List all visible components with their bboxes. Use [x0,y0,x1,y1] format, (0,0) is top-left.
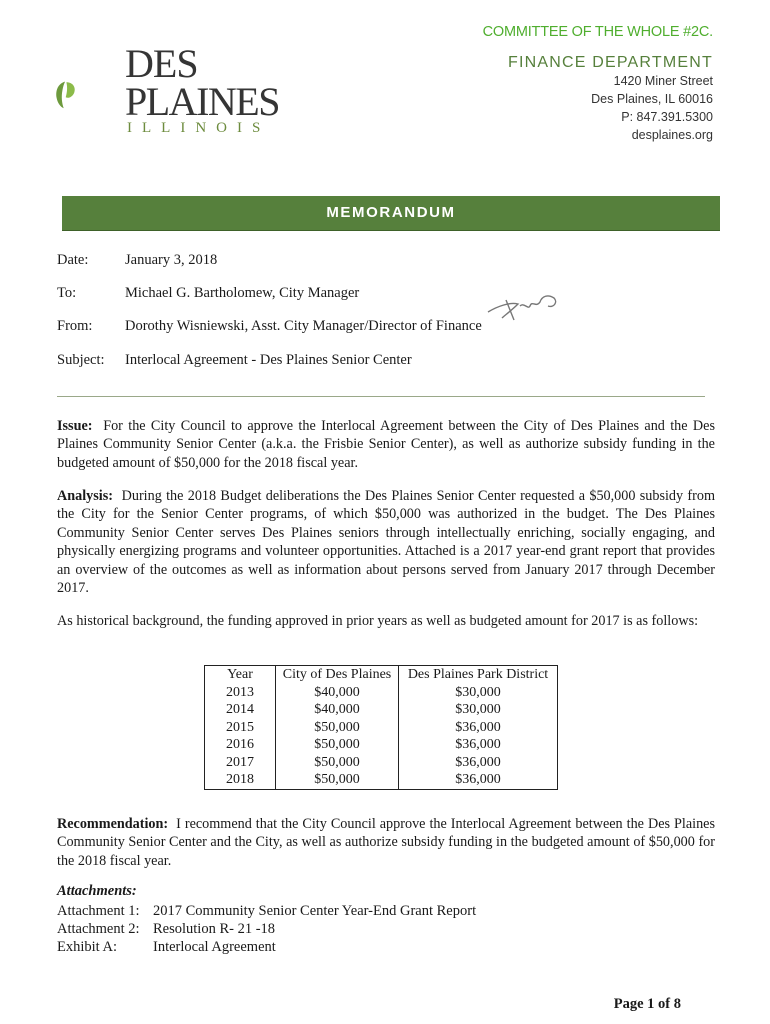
from-value: Dorothy Wisniewski, Asst. City Manager/Director of Finance [125,318,482,334]
table-row [205,736,558,754]
table-cell: $50,000 [276,771,399,789]
table-cell: 2018 [205,771,276,789]
memorandum-title: MEMORANDUM [326,204,456,221]
historical-paragraph: As historical background, the funding approved in prior years as well as budgeted amount for 2017 is as follows: [57,613,699,629]
issue-paragraph [57,417,715,472]
table-cell: $50,000 [276,736,399,754]
address-city: Des Plaines, IL 60016 [591,92,713,106]
table-row [205,771,558,789]
table-cell: $30,000 [399,684,558,702]
page-number: Page 1 of 8 [613,996,681,1012]
from-label: From: [57,318,93,334]
attachment-value: 2017 Community Senior Center Year-End Grant Report [153,903,477,919]
subject-label: Subject: [57,352,105,368]
table-row [205,754,558,772]
address-website: desplaines.org [631,128,713,142]
table-cell: $30,000 [399,701,558,719]
address-phone: P: 847.391.5300 [621,110,713,124]
logo-text-des: DES [125,41,198,86]
department-name: FINANCE DEPARTMENT [507,54,713,71]
table-cell: $40,000 [276,701,399,719]
table-cell: $36,000 [399,736,558,754]
header-divider [57,396,705,397]
date-value: January 3, 2018 [125,252,218,268]
table-header-cell: Year [205,666,276,684]
recommendation-paragraph [57,815,715,870]
attachment-value: Resolution R- 21 -18 [153,921,276,937]
attachments-title: Attachments: [57,883,137,899]
logo-text-illinois: ILLINOIS [127,120,271,136]
analysis-label: Analysis: [57,488,113,504]
table-cell: $40,000 [276,684,399,702]
subject-value: Interlocal Agreement - Des Plaines Senior Center [125,352,412,368]
handwritten-initials-icon [484,288,568,326]
issue-text: For the City Council to approve the Interlocal Agreement between the City of Des Plaines and the Des Plaines Community Senior Center (a.k.a. the Frisbie Senior Center), as well as authorize subsidy funding in the budgeted amount of $50,000 for the 2018 fiscal year. [57,418,715,471]
logo-text-plaines: PLAINES [125,79,279,124]
table-cell: 2013 [205,684,276,702]
recommendation-label: Recommendation: [57,816,169,832]
analysis-paragraph [57,487,715,597]
address-street: 1420 Miner Street [613,74,713,88]
table-cell: $50,000 [276,754,399,772]
issue-label: Issue: [57,418,93,434]
to-label: To: [57,285,77,301]
date-label: Date: [57,252,89,268]
funding-table [204,665,558,790]
table-header-cell: City of Des Plaines [276,666,399,684]
table-cell: 2014 [205,701,276,719]
attachment-label: Attachment 1: [57,903,140,919]
recommendation-text: I recommend that the City Council approve the Interlocal Agreement between the Des Plaines Community Senior Center and the City, as well as authorize subsidy funding in the budgeted amount of $50,000 for the 2018 fiscal year. [57,816,716,869]
attachment-value: Interlocal Agreement [153,939,276,955]
table-row [205,701,558,719]
to-value: Michael G. Bartholomew, City Manager [125,285,360,301]
attachment-label: Exhibit A: [57,939,118,955]
table-header-row [205,666,558,684]
attachment-label: Attachment 2: [57,921,140,937]
table-row [205,719,558,737]
memorandum-banner [62,196,720,230]
table-cell: 2015 [205,719,276,737]
table-row [205,684,558,702]
table-cell: $36,000 [399,719,558,737]
table-cell: $36,000 [399,771,558,789]
committee-label: COMMITTEE OF THE WHOLE #2C. [482,24,713,40]
table-header-cell: Des Plaines Park District [399,666,558,684]
table-cell: $36,000 [399,754,558,772]
table-cell: 2017 [205,754,276,772]
city-logo-leaf-icon [54,50,124,140]
table-cell: 2016 [205,736,276,754]
table-cell: $50,000 [276,719,399,737]
analysis-text: During the 2018 Budget deliberations the Des Plaines Senior Center requested a $50,000 subsidy from the City for the Senior Center programs, of which $50,000 was authorized in the budget. The Des Plaines Community Senior Center serves Des Plaines seniors through intellectually enriching, socially engaging, and physically energizing programs and volunteer opportunities. Attached is a 2017 year-end grant report that provides an overview of the outcomes as well as information about persons served from January 2017 through December 2017. [57,488,716,597]
